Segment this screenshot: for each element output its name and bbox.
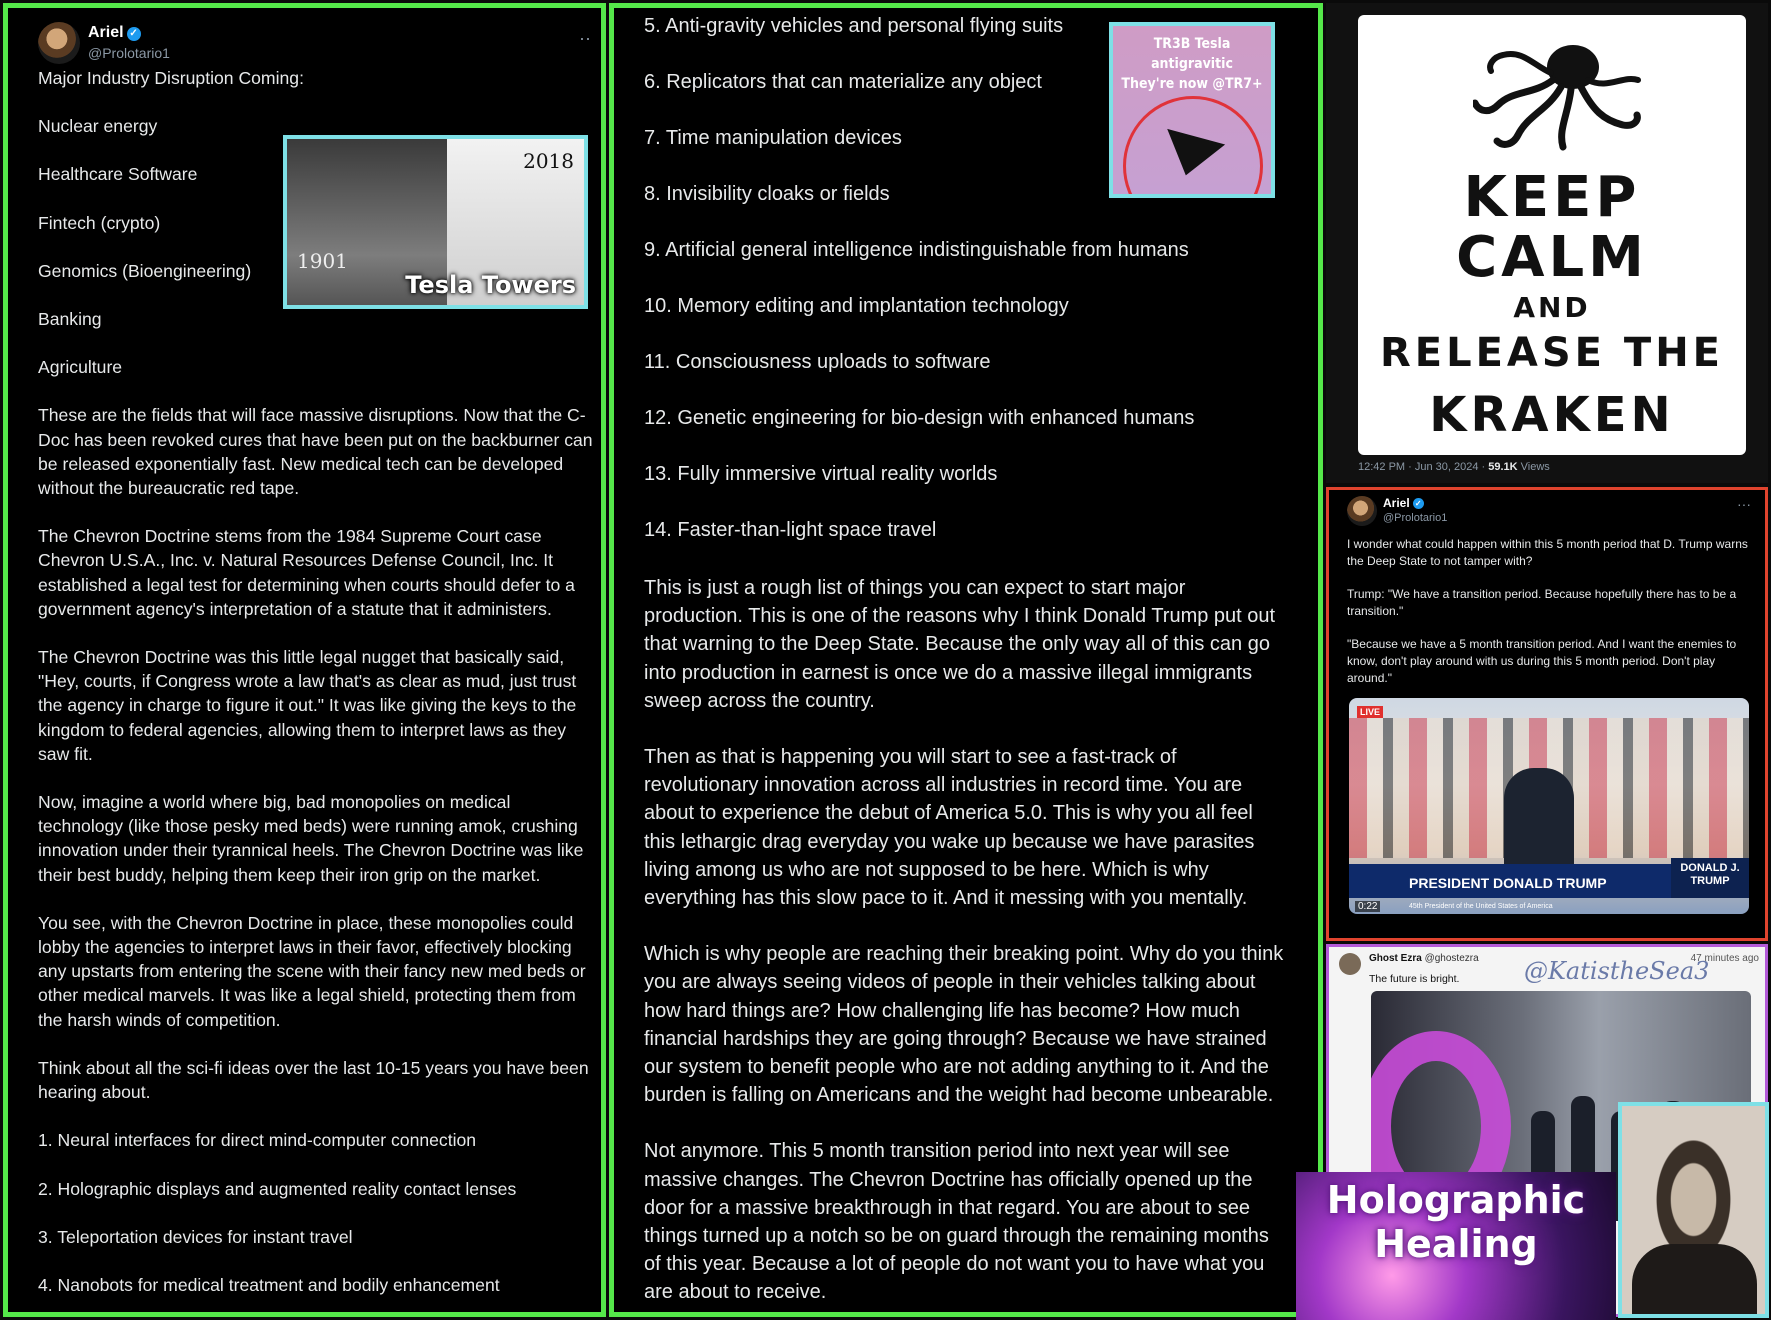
image-caption: They're now @TR7+ bbox=[1121, 76, 1263, 92]
tweet-paragraph: Nuclear energy bbox=[38, 116, 158, 137]
verified-badge-icon: ✓ bbox=[127, 27, 141, 41]
tesla-portrait-image bbox=[1618, 1102, 1769, 1318]
tesla-towers-image bbox=[283, 135, 588, 309]
poster-line: RELEASE THE bbox=[1379, 330, 1725, 376]
list-item: 8. Invisibility cloaks or fields bbox=[644, 183, 890, 205]
list-item: 1. Neural interfaces for direct mind-computer connection bbox=[38, 1130, 477, 1151]
image-caption: Holographic bbox=[1326, 1178, 1586, 1222]
author-handle[interactable]: @Prolotario1 bbox=[88, 45, 170, 61]
year-label: 1901 bbox=[297, 249, 348, 273]
video-duration: 0:22 bbox=[1355, 901, 1380, 912]
middle-text-panel bbox=[609, 3, 1323, 1317]
post-author[interactable] bbox=[1369, 953, 1479, 964]
more-options-icon[interactable]: ··· bbox=[1737, 496, 1751, 512]
list-item: 4. Nanobots for medical treatment and bodily enhancement bbox=[38, 1274, 500, 1295]
tweet-paragraph: Major Industry Disruption Coming: bbox=[38, 68, 304, 88]
tweet-header bbox=[1347, 496, 1765, 536]
holographic-healing-image bbox=[1296, 1172, 1616, 1320]
poster-line: KEEP bbox=[1463, 165, 1641, 230]
tweet-paragraph: "Because we have a 5 month transition period. And I want the enemies to know, don't play around with us during this 5 month period. Don't play around." bbox=[1347, 637, 1737, 685]
tweet-paragraph: Agriculture bbox=[38, 357, 123, 378]
tweet-paragraph: You see, with the Chevron Doctrine in place, these monopolies could lobby the agencies to interpret laws in their favor, effectively blocking any upstarts from entering the scene with their fancy new med beds or other medical marvels. It was like a legal shield, protecting them from the harsh winds of competition. bbox=[38, 912, 586, 1030]
tweet-paragraph: This is just a rough list of things you can expect to start major production. This is one of the reasons why I think Donald Trump put out that warning to the Deep State. Because the only way all of this can go into production in earnest is once we do a massive illegal immigrants sweep across the country. bbox=[644, 577, 1276, 712]
author-name[interactable]: Ariel ✓ bbox=[88, 24, 141, 42]
list-item: 6. Replicators that can materialize any object bbox=[644, 71, 1042, 93]
watermark-signature: @KatistheSea3 bbox=[1524, 957, 1710, 985]
list-item: 9. Artificial general intelligence indistinguishable from humans bbox=[644, 239, 1189, 261]
chyron-subtitle: 45th President of the United States of America bbox=[1409, 903, 1553, 910]
image-caption: TR3B Tesla antigravitic bbox=[1151, 36, 1233, 72]
tweet-paragraph: Banking bbox=[38, 309, 102, 330]
list-item: 14. Faster-than-light space travel bbox=[644, 519, 937, 541]
live-badge: LIVE bbox=[1357, 706, 1383, 718]
avatar[interactable] bbox=[1347, 496, 1377, 526]
year-label: 2018 bbox=[523, 149, 574, 173]
view-count: 59.1K bbox=[1488, 461, 1518, 473]
post-text: The future is bright. bbox=[1369, 973, 1460, 985]
speaker-figure bbox=[1504, 768, 1574, 868]
avatar[interactable] bbox=[1339, 953, 1361, 975]
list-item: 3. Teleportation devices for instant travel bbox=[38, 1226, 353, 1247]
tweet-paragraph: Trump: "We have a transition period. Because hopefully there has to be a transition." bbox=[1347, 587, 1737, 618]
tweet-timestamp[interactable] bbox=[1358, 461, 1550, 473]
verified-badge-icon: ✓ bbox=[1413, 498, 1424, 509]
list-item: 13. Fully immersive virtual reality worlds bbox=[644, 463, 998, 485]
list-item: 10. Memory editing and implantation technology bbox=[644, 295, 1069, 317]
list-item: 7. Time manipulation devices bbox=[644, 127, 902, 149]
tweet-paragraph: Then as that is happening you will start to see a fast-track of revolutionary innovation across all industries in record time. You are about to experience the debut of America 5.0. This is why you all feel this lethargic drag everyday you wake up because we have parasites living among us who are not supposed to be here. Which is why everything has this slow pace to it. And it messing with you mentally. bbox=[644, 746, 1255, 910]
portrait-coat bbox=[1632, 1244, 1757, 1314]
author-handle[interactable]: @Prolotario1 bbox=[1383, 512, 1448, 524]
video-player[interactable] bbox=[1349, 698, 1749, 914]
chyron-title: PRESIDENT DONALD TRUMP bbox=[1409, 875, 1607, 891]
author-name[interactable]: Ariel ✓ bbox=[1383, 496, 1424, 510]
author-name: Ghost Ezra bbox=[1369, 953, 1422, 964]
name-badge: DONALD J. TRUMP bbox=[1671, 858, 1749, 898]
views-label: Views bbox=[1517, 461, 1550, 473]
list-item: 12. Genetic engineering for bio-design with enhanced humans bbox=[644, 407, 1195, 429]
tweet-paragraph: The Chevron Doctrine was this little legal nugget that basically said, "Hey, courts, if Congress wrote a law that's as clear as mud, just trust the agency in charge to figure it out." It was like giving the keys to the kingdom to federal agencies, allowing them to interpret laws as they saw fit. bbox=[38, 647, 577, 764]
tweet-paragraph: Fintech (crypto) bbox=[38, 212, 161, 233]
tweet-paragraph: Think about all the sci-fi ideas over the last 10-15 years you have been hearing about. bbox=[38, 1057, 589, 1103]
list-item: 2. Holographic displays and augmented reality contact lenses bbox=[38, 1178, 517, 1199]
author-handle: @ghostezra bbox=[1424, 953, 1479, 964]
timestamp-text: 12:42 PM · Jun 30, 2024 · bbox=[1358, 461, 1489, 473]
tweet-paragraph: I wonder what could happen within this 5 month period that D. Trump warns the Deep State to not tamper with? bbox=[1347, 537, 1748, 568]
tweet-header bbox=[38, 22, 601, 66]
poster-line: AND bbox=[1513, 291, 1591, 324]
tweet-paragraph: These are the fields that will face massive disruptions. Now that the C-Doc has been revoked cures that have been put on the backburner can be released exponentially fast. New medical tech can be developed without the bureaucratic red tape. bbox=[38, 405, 593, 499]
tweet-paragraph: Healthcare Software bbox=[38, 164, 198, 185]
trump-tweet-panel bbox=[1326, 487, 1768, 941]
list-item: 11. Consciousness uploads to software bbox=[644, 351, 991, 373]
poster-line: KRAKEN bbox=[1429, 387, 1675, 443]
avatar[interactable] bbox=[38, 22, 80, 64]
keep-calm-poster bbox=[1358, 15, 1746, 455]
octopus-icon bbox=[1473, 35, 1643, 155]
antigravity-craft-image bbox=[1109, 22, 1275, 198]
poster-line: CALM bbox=[1456, 225, 1648, 290]
tweet-paragraph: Not anymore. This 5 month transition period into next year will see massive changes. The Chevron Doctrine has officially opened up the door for a massive breakthrough in that regard. You are about to see things turned up a notch so be on guard through the remaining months of this year. Because a lot of people do not want you to have what you are about to receive. bbox=[644, 1140, 1269, 1304]
post-time: 47 minutes ago bbox=[1690, 953, 1759, 964]
tweet-paragraph: Genomics (Bioengineering) bbox=[38, 260, 252, 281]
tweet-paragraph: Which is why people are reaching their breaking point. Why do you think you are always seeing videos of people in their vehicles talking about how hard things are? How challenging life has become? How much financial hardships they are going through? Because we have strained our system to benefit people who are not adding anything to it. And the burden is falling on Americans and the weight had become unbearable. bbox=[644, 943, 1284, 1107]
list-item: 5. Anti-gravity vehicles and personal flying suits bbox=[644, 15, 1064, 37]
kraken-tweet-panel bbox=[1326, 3, 1768, 483]
tweet-paragraph: The Chevron Doctrine stems from the 1984 Supreme Court case Chevron U.S.A., Inc. v. Natural Resources Defense Council, Inc. It established a legal test for determining when courts should defer to a government agency's interpretation of a statute that it administers. bbox=[38, 526, 575, 619]
more-options-icon[interactable]: ·· bbox=[579, 28, 591, 48]
tweet-paragraph: Now, imagine a world where big, bad monopolies on medical technology (like those pesky med beds) were running amok, crushing innovation under their tyrannical heels. The Chevron Doctrine was like their best buddy, helping them keep their iron grip on the market. bbox=[38, 792, 584, 885]
image-caption: Healing bbox=[1374, 1222, 1538, 1266]
image-caption: Tesla Towers bbox=[405, 271, 576, 299]
